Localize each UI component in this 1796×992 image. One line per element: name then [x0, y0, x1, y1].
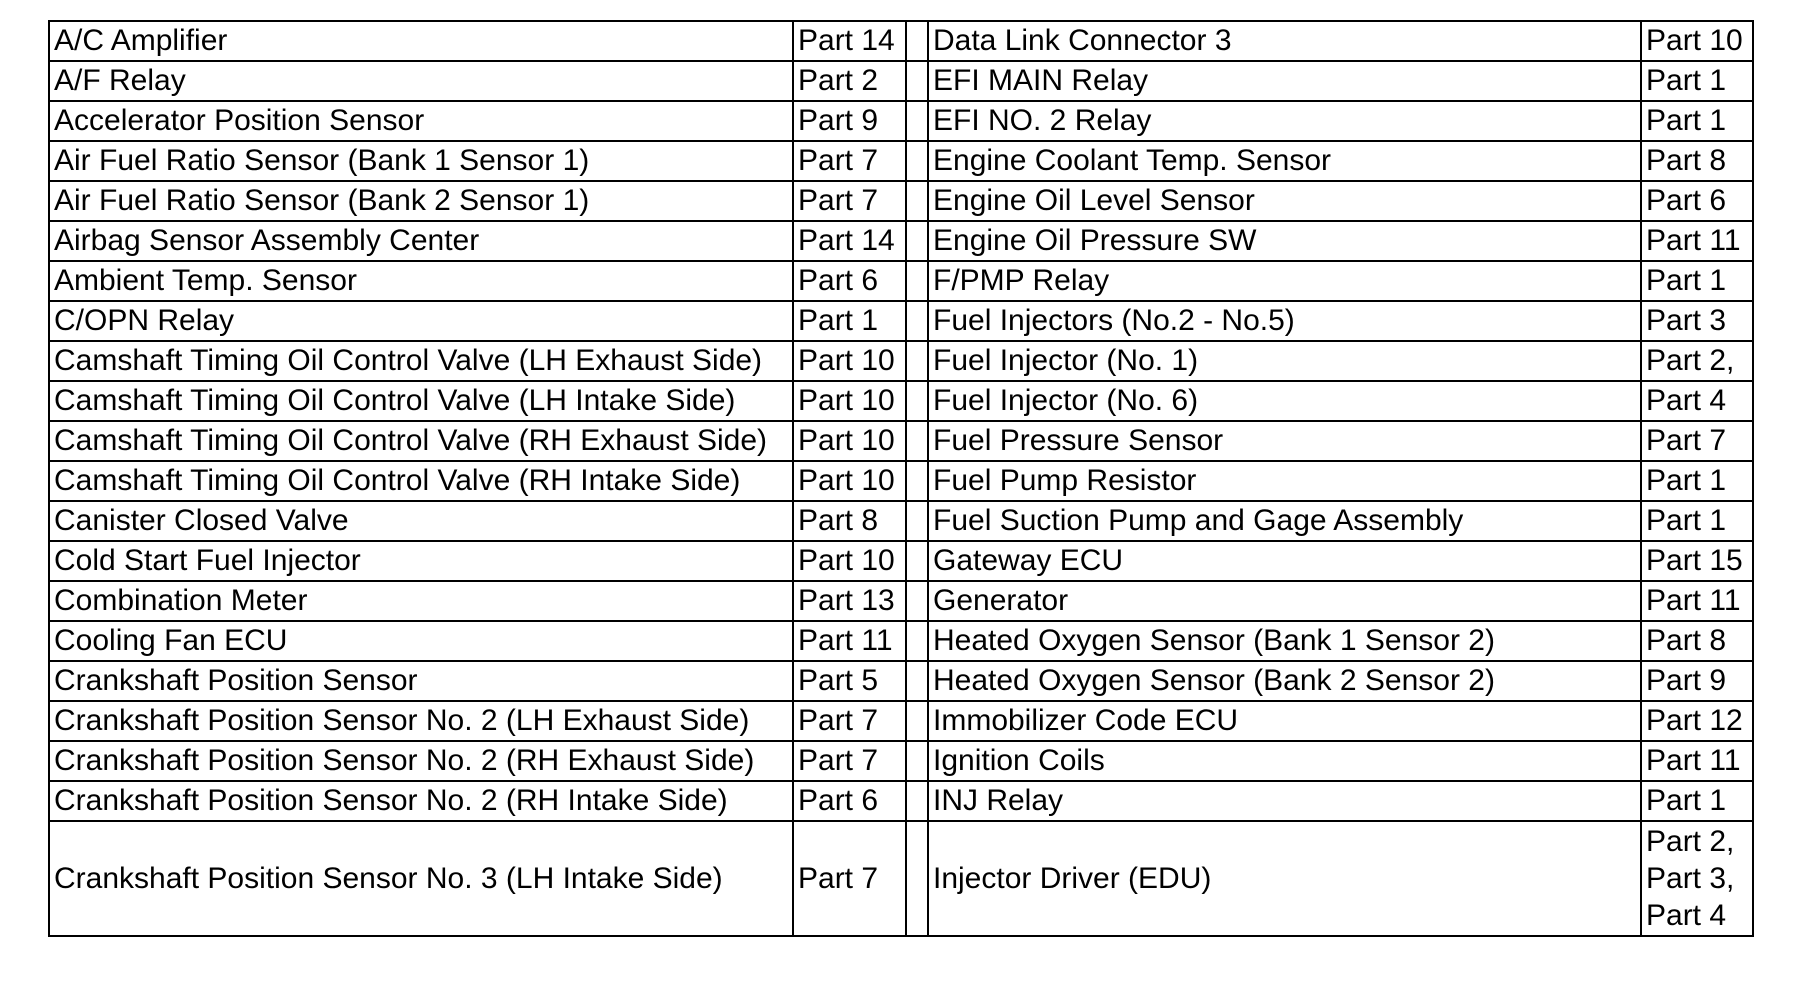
- component-name-cell: Airbag Sensor Assembly Center: [49, 221, 793, 261]
- part-ref-cell: Part 1: [793, 301, 906, 341]
- component-name-cell: Camshaft Timing Oil Control Valve (RH Intake Side): [49, 461, 793, 501]
- part-ref-cell: Part 7: [793, 181, 906, 221]
- part-ref-cell: Part 6: [793, 781, 906, 821]
- component-index-body: [49, 21, 1753, 936]
- table-row: [49, 661, 1753, 701]
- part-ref-cell: Part 11: [1641, 581, 1753, 621]
- component-name-cell: INJ Relay: [928, 781, 1641, 821]
- component-name-cell: Fuel Pump Resistor: [928, 461, 1641, 501]
- part-ref-cell: Part 1: [1641, 261, 1753, 301]
- component-name-cell: C/OPN Relay: [49, 301, 793, 341]
- component-name-cell: Ambient Temp. Sensor: [49, 261, 793, 301]
- part-ref-cell: Part 10: [1641, 21, 1753, 61]
- component-name-cell: Engine Oil Level Sensor: [928, 181, 1641, 221]
- component-name-cell: A/C Amplifier: [49, 21, 793, 61]
- part-ref-cell: Part 11: [1641, 221, 1753, 261]
- component-name-cell: Gateway ECU: [928, 541, 1641, 581]
- part-ref-cell: Part 6: [793, 261, 906, 301]
- part-ref-cell: Part 7: [793, 701, 906, 741]
- component-name-cell: Cooling Fan ECU: [49, 621, 793, 661]
- part-ref-cell: Part 2: [793, 61, 906, 101]
- part-ref-cell: Part 14: [793, 21, 906, 61]
- column-divider: [906, 581, 928, 621]
- table-row: [49, 141, 1753, 181]
- table-row: [49, 621, 1753, 661]
- column-divider: [906, 621, 928, 661]
- table-row: [49, 421, 1753, 461]
- part-ref-cell: Part 10: [793, 341, 906, 381]
- table-row: [49, 21, 1753, 61]
- component-name-cell: Air Fuel Ratio Sensor (Bank 1 Sensor 1): [49, 141, 793, 181]
- part-ref-line: Part 4: [1646, 899, 1727, 932]
- table-row: [49, 181, 1753, 221]
- component-name-cell: Heated Oxygen Sensor (Bank 2 Sensor 2): [928, 661, 1641, 701]
- table-row: [49, 261, 1753, 301]
- component-name-cell: Combination Meter: [49, 581, 793, 621]
- component-name-cell: Fuel Injectors (No.2 - No.5): [928, 301, 1641, 341]
- part-ref-cell: Part 1: [1641, 501, 1753, 541]
- table-row: [49, 341, 1753, 381]
- part-ref-cell: Part 1: [1641, 781, 1753, 821]
- part-ref-line: Part 2,: [1646, 825, 1735, 858]
- column-divider: [906, 461, 928, 501]
- column-divider: [906, 381, 928, 421]
- component-name-cell: Injector Driver (EDU): [928, 821, 1641, 936]
- table-row: [49, 741, 1753, 781]
- column-divider: [906, 741, 928, 781]
- column-divider: [906, 421, 928, 461]
- part-ref-cell: Part 14: [793, 221, 906, 261]
- column-divider: [906, 101, 928, 141]
- part-ref-cell: Part 10: [793, 381, 906, 421]
- column-divider: [906, 181, 928, 221]
- component-name-cell: A/F Relay: [49, 61, 793, 101]
- part-ref-cell: Part 8: [1641, 141, 1753, 181]
- part-ref-cell: Part 7: [793, 141, 906, 181]
- column-divider: [906, 141, 928, 181]
- part-ref-cell: Part 6: [1641, 181, 1753, 221]
- part-ref-cell: [1641, 821, 1753, 936]
- component-name-cell: Data Link Connector 3: [928, 21, 1641, 61]
- table-row: [49, 541, 1753, 581]
- part-ref-cell: Part 4: [1641, 381, 1753, 421]
- table-row: [49, 821, 1753, 936]
- component-name-cell: Fuel Suction Pump and Gage Assembly: [928, 501, 1641, 541]
- component-name-cell: Heated Oxygen Sensor (Bank 1 Sensor 2): [928, 621, 1641, 661]
- component-name-cell: Fuel Pressure Sensor: [928, 421, 1641, 461]
- component-name-cell: F/PMP Relay: [928, 261, 1641, 301]
- part-ref-cell: Part 9: [1641, 661, 1753, 701]
- component-name-cell: Camshaft Timing Oil Control Valve (LH Intake Side): [49, 381, 793, 421]
- component-name-cell: Crankshaft Position Sensor No. 2 (RH Intake Side): [49, 781, 793, 821]
- column-divider: [906, 221, 928, 261]
- column-divider: [906, 701, 928, 741]
- column-divider: [906, 661, 928, 701]
- part-ref-cell: Part 13: [793, 581, 906, 621]
- component-name-cell: Canister Closed Valve: [49, 501, 793, 541]
- component-name-cell: Immobilizer Code ECU: [928, 701, 1641, 741]
- part-ref-cell: Part 10: [793, 541, 906, 581]
- column-divider: [906, 821, 928, 936]
- table-row: [49, 381, 1753, 421]
- column-divider: [906, 301, 928, 341]
- part-ref-cell: Part 5: [793, 661, 906, 701]
- component-name-cell: EFI NO. 2 Relay: [928, 101, 1641, 141]
- part-ref-cell: Part 1: [1641, 461, 1753, 501]
- part-ref-cell: Part 8: [1641, 621, 1753, 661]
- part-ref-cell: Part 12: [1641, 701, 1753, 741]
- component-name-cell: Ignition Coils: [928, 741, 1641, 781]
- part-ref-cell: Part 11: [793, 621, 906, 661]
- part-ref-cell: Part 1: [1641, 101, 1753, 141]
- component-name-cell: Crankshaft Position Sensor No. 3 (LH Intake Side): [49, 821, 793, 936]
- component-name-cell: Cold Start Fuel Injector: [49, 541, 793, 581]
- table-row: [49, 61, 1753, 101]
- component-name-cell: Crankshaft Position Sensor No. 2 (LH Exhaust Side): [49, 701, 793, 741]
- part-ref-cell: Part 10: [793, 461, 906, 501]
- column-divider: [906, 541, 928, 581]
- part-ref-cell: Part 3: [1641, 301, 1753, 341]
- table-row: [49, 501, 1753, 541]
- column-divider: [906, 21, 928, 61]
- column-divider: [906, 501, 928, 541]
- column-divider: [906, 781, 928, 821]
- column-divider: [906, 261, 928, 301]
- table-row: [49, 101, 1753, 141]
- part-ref-cell: Part 11: [1641, 741, 1753, 781]
- part-ref-cell: Part 9: [793, 101, 906, 141]
- component-name-cell: Accelerator Position Sensor: [49, 101, 793, 141]
- part-ref-cell: Part 15: [1641, 541, 1753, 581]
- part-ref-cell: Part 2,: [1641, 341, 1753, 381]
- component-name-cell: Fuel Injector (No. 1): [928, 341, 1641, 381]
- component-name-cell: Engine Oil Pressure SW: [928, 221, 1641, 261]
- table-row: [49, 461, 1753, 501]
- component-name-cell: EFI MAIN Relay: [928, 61, 1641, 101]
- column-divider: [906, 341, 928, 381]
- component-name-cell: Fuel Injector (No. 6): [928, 381, 1641, 421]
- component-name-cell: Engine Coolant Temp. Sensor: [928, 141, 1641, 181]
- table-row: [49, 581, 1753, 621]
- part-ref-line: Part 3,: [1646, 862, 1735, 895]
- component-index-table: [48, 20, 1754, 937]
- component-name-cell: Camshaft Timing Oil Control Valve (RH Exhaust Side): [49, 421, 793, 461]
- part-ref-cell: Part 8: [793, 501, 906, 541]
- column-divider: [906, 61, 928, 101]
- table-row: [49, 701, 1753, 741]
- component-name-cell: Camshaft Timing Oil Control Valve (LH Exhaust Side): [49, 341, 793, 381]
- table-row: [49, 781, 1753, 821]
- part-ref-cell: Part 7: [1641, 421, 1753, 461]
- table-row: [49, 221, 1753, 261]
- part-ref-cell: Part 10: [793, 421, 906, 461]
- table-row: [49, 301, 1753, 341]
- part-ref-cell: Part 7: [793, 821, 906, 936]
- part-ref-cell: Part 1: [1641, 61, 1753, 101]
- component-name-cell: Air Fuel Ratio Sensor (Bank 2 Sensor 1): [49, 181, 793, 221]
- component-name-cell: Generator: [928, 581, 1641, 621]
- part-ref-cell: Part 7: [793, 741, 906, 781]
- component-name-cell: Crankshaft Position Sensor No. 2 (RH Exhaust Side): [49, 741, 793, 781]
- component-name-cell: Crankshaft Position Sensor: [49, 661, 793, 701]
